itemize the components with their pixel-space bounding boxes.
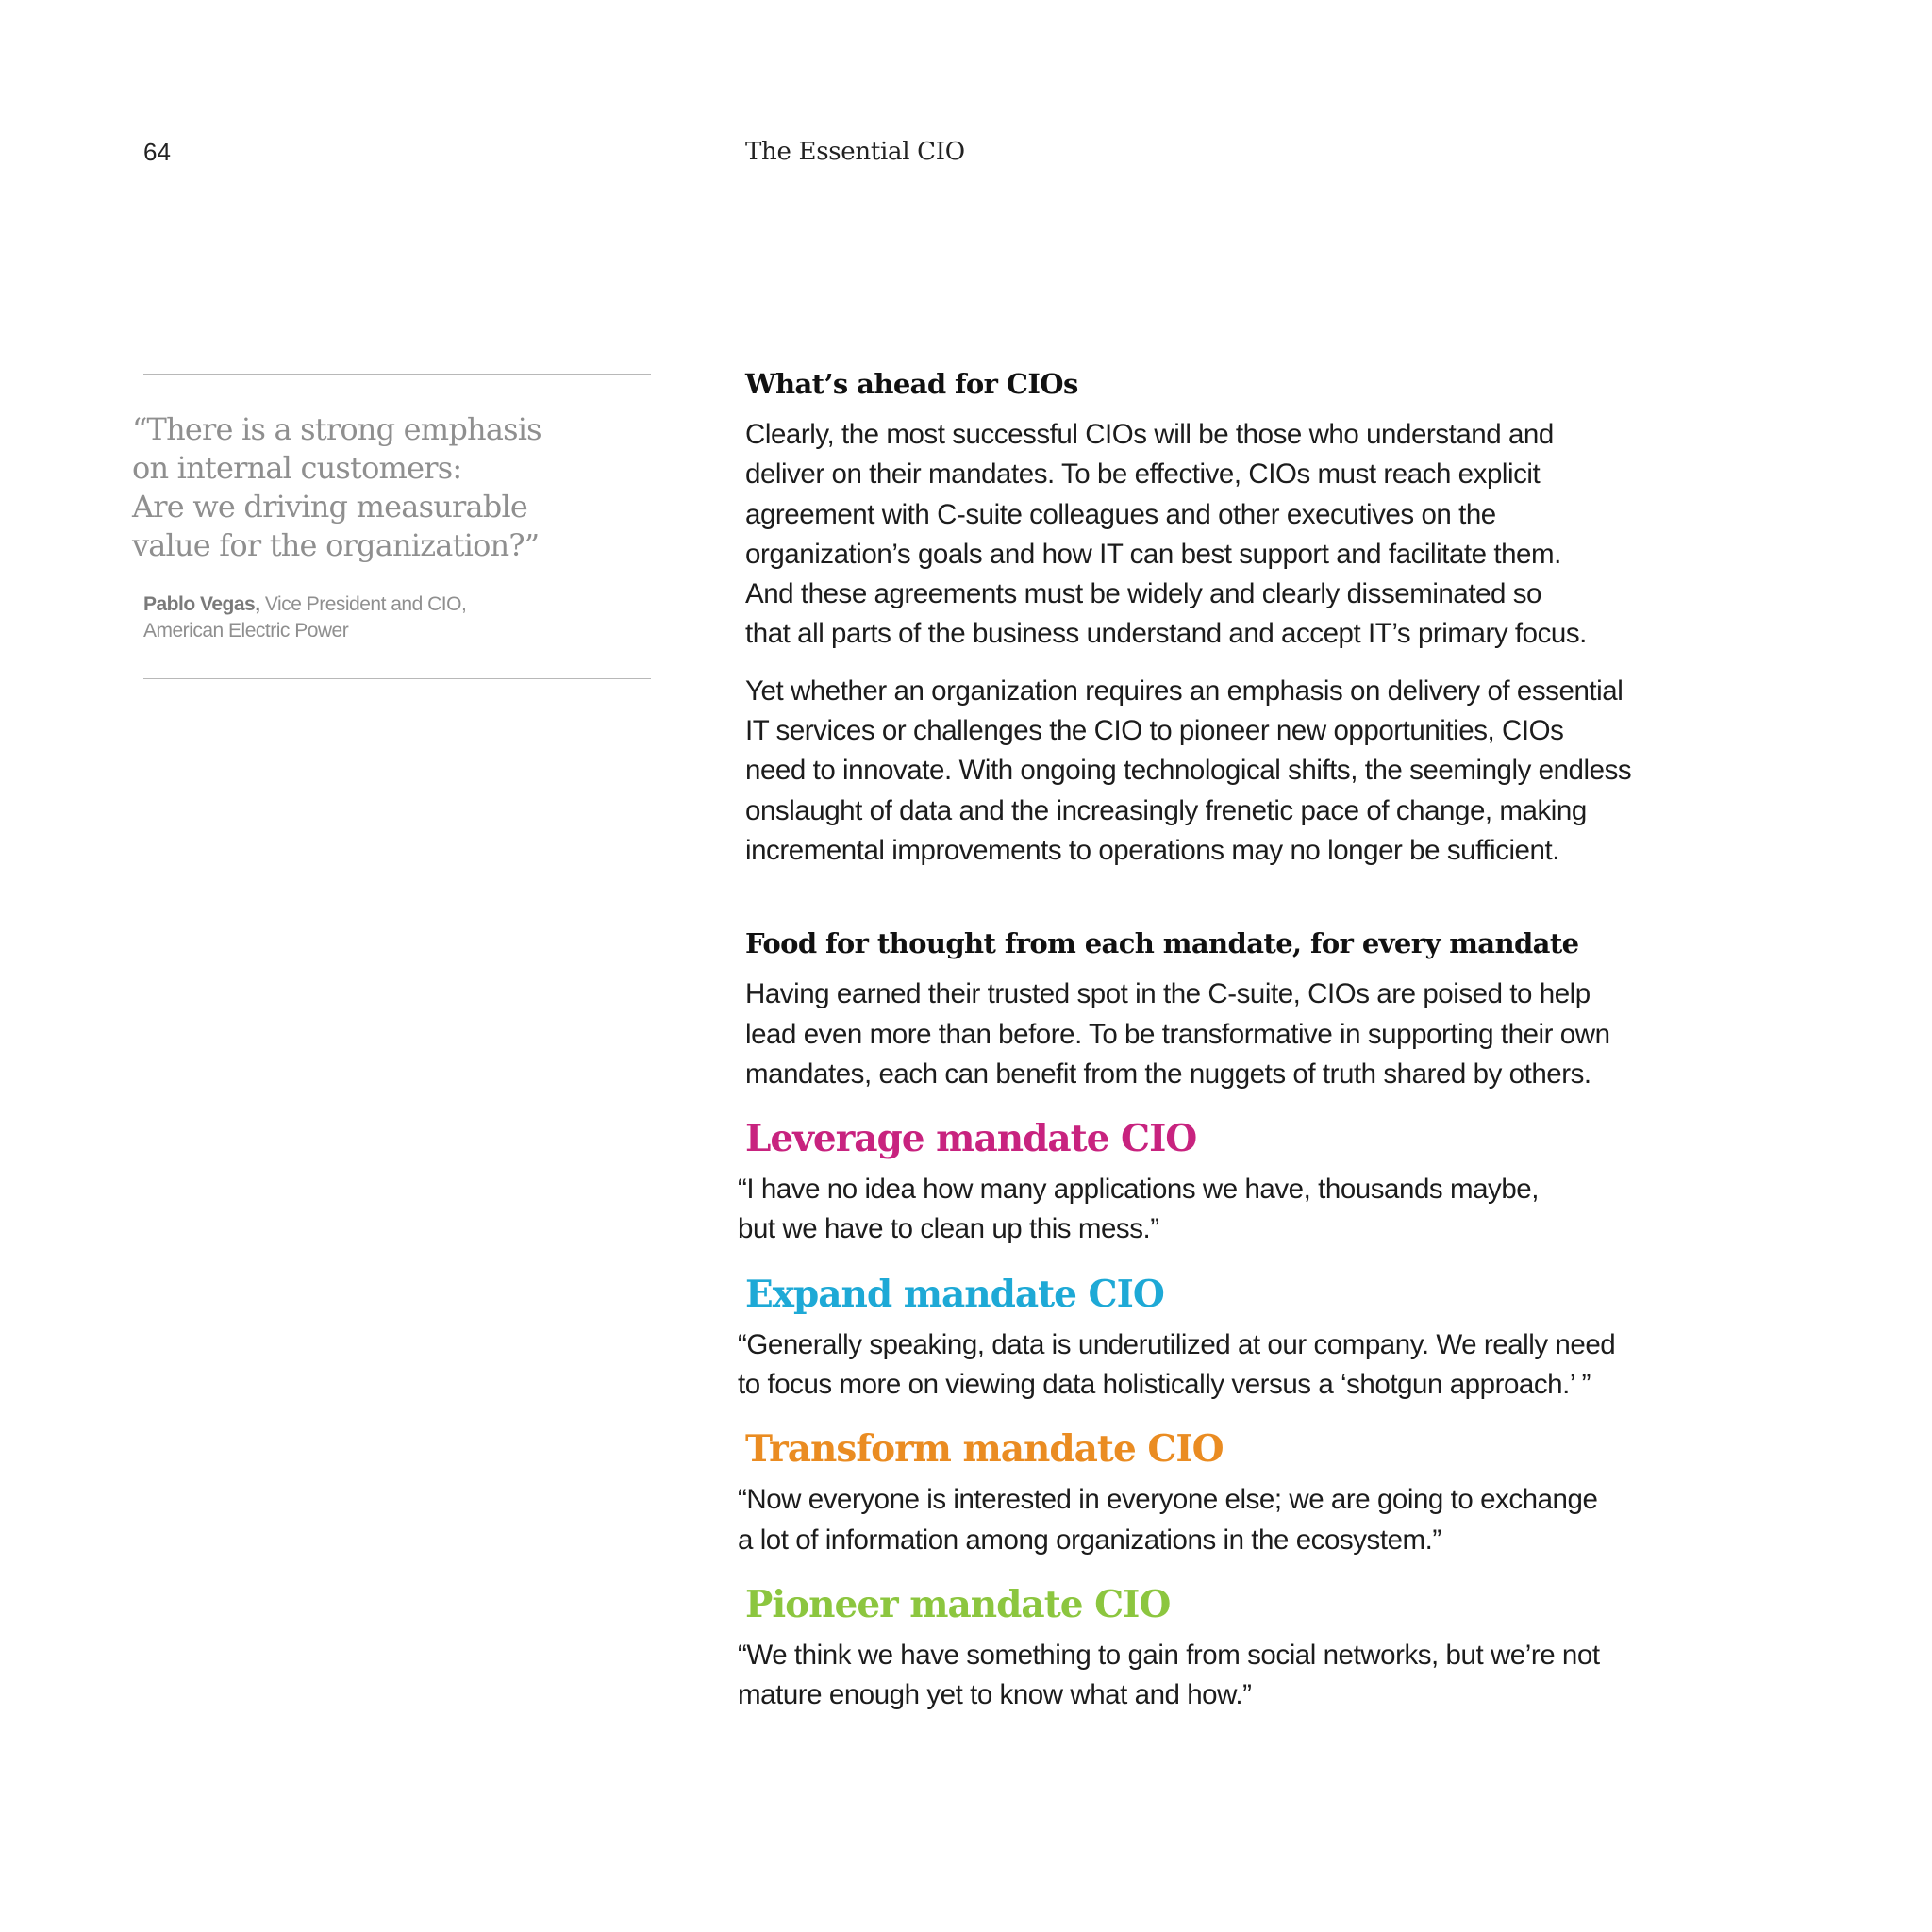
- sidebar-pull-quote: [132, 374, 651, 679]
- body-paragraph: Yet whether an organization requires an emphasis on delivery of essential IT services or challenges the CIO to pioneer new opportunities, CIOs need to innovate. With ongoing technological shifts, the seemingly endless onslaught of data and the increasingly frenetic pace of change, making incremental improvements to operations may no longer be sufficient.: [745, 675, 1632, 866]
- pull-quote-text: “There is a strong emphasis on internal customers: Are we driving measurable value for the organization?”: [132, 411, 541, 563]
- body-paragraph: Clearly, the most successful CIOs will be those who understand and deliver on their mandates. To be effective, CIOs must reach explicit agreement with C-suite colleagues and other executives on the organization’s goals and how IT can best support and facilitate them. And these agreements must be widely and clearly disseminated so that all parts of the business understand and accept IT’s primary focus.: [745, 419, 1587, 650]
- mandate-transform: [738, 1425, 1670, 1560]
- mandate-title: Expand mandate CIO: [745, 1272, 1164, 1316]
- attribution-org: American Electric Power: [143, 620, 349, 641]
- mandate-quote: “I have no idea how many applications we have, thousands maybe, but we have to clean up this mess.”: [738, 1174, 1539, 1245]
- mandate-quote: “Generally speaking, data is underutilized at our company. We really need to focus more on viewing data holistically versus a ‘shotgun approach.’ ”: [738, 1328, 1616, 1401]
- section-heading-food-for-thought: Food for thought from each mandate, for every mandate: [745, 927, 1579, 960]
- mandate-pioneer: [738, 1581, 1670, 1716]
- attribution-role: Vice President and CIO,: [259, 593, 467, 615]
- mandate-quote: “Now everyone is interested in everyone else; we are going to exchange a lot of information among organizations in the ecosystem.”: [738, 1484, 1598, 1556]
- divider-bottom: [143, 678, 651, 679]
- page-number: 64: [143, 138, 171, 166]
- mandate-title: Transform mandate CIO: [745, 1427, 1224, 1472]
- main-column: [738, 366, 1670, 1716]
- quote-attribution: [143, 591, 651, 644]
- mandate-quote: “We think we have something to gain from social networks, but we’re not mature enough yet to know what and how.”: [738, 1639, 1600, 1711]
- mandate-leverage: [738, 1115, 1670, 1250]
- mandate-expand: [738, 1271, 1670, 1406]
- body-paragraph: Having earned their trusted spot in the C-suite, CIOs are poised to help lead even more than before. To be transformative in supporting their own mandates, each can benefit from the nuggets of truth shared by others.: [745, 978, 1610, 1090]
- mandate-title: Pioneer mandate CIO: [745, 1582, 1171, 1626]
- section-heading-whats-ahead: What’s ahead for CIOs: [745, 368, 1078, 400]
- running-title: The Essential CIO: [745, 138, 965, 166]
- mandate-title: Leverage mandate CIO: [745, 1117, 1197, 1161]
- attribution-name: Pablo Vegas,: [143, 593, 260, 615]
- divider-top: [143, 374, 651, 375]
